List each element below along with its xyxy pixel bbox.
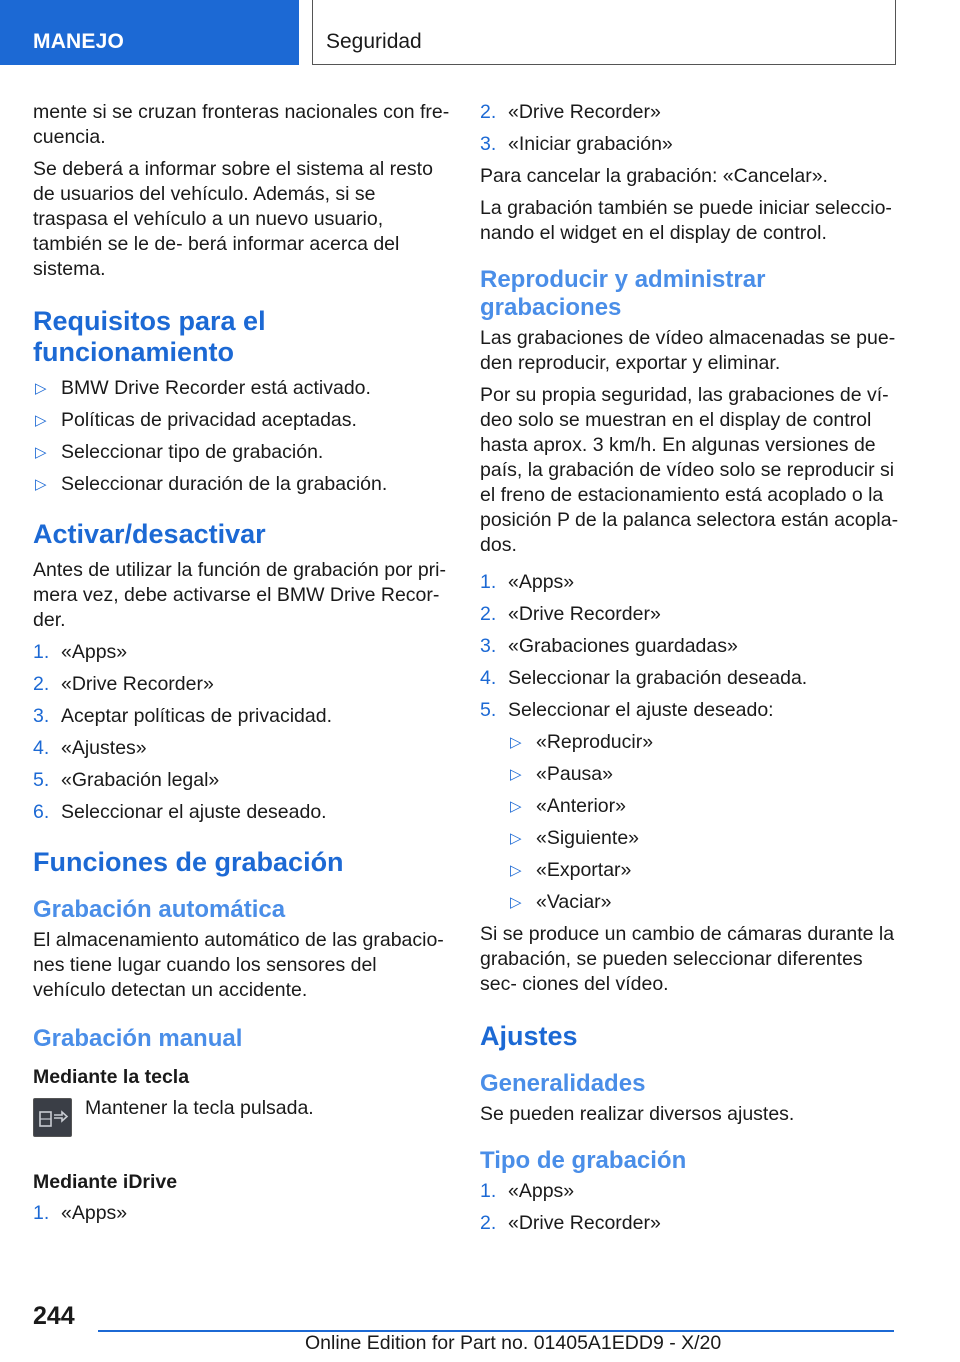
list-item: 2. «Drive Recorder» [480, 603, 661, 625]
paragraph: Si se produce un cambio de cámaras durante la grabación, se pueden seleccionar diferentes sec‐ ciones del vídeo. [480, 923, 895, 995]
paragraph: Antes de utilizar la función de grabación por pri‐ mera vez, debe activarse el BMW Drive Recor‐ der. [33, 559, 446, 631]
triangle-bullet-icon: ▷ [35, 476, 47, 493]
section-heading-requirements: Requisitos para el funcionamiento [33, 306, 266, 367]
triangle-bullet-icon: ▷ [510, 830, 522, 847]
list-item: 2. «Drive Recorder» [480, 101, 661, 123]
triangle-bullet-icon: ▷ [510, 734, 522, 751]
list-item: ▷ «Pausa» [510, 763, 613, 785]
list-item: 1. «Apps» [33, 641, 128, 663]
list-item: 4. «Ajustes» [33, 737, 147, 759]
paragraph: Se deberá a informar sobre el sistema al resto de usuarios del vehículo. Además, si se traspasa el vehículo a un nuevo usuario, también se le de‐ berá informar acerca del sistema. [33, 158, 433, 280]
section-heading-settings: Ajustes [480, 1021, 578, 1051]
paragraph: Las grabaciones de vídeo almacenadas se pue‐ den reproducir, exportar y eliminar. [480, 327, 896, 374]
left-column [33, 100, 453, 1233]
requirements-list [33, 376, 453, 497]
triangle-bullet-icon: ▷ [510, 894, 522, 911]
list-item: 6. Seleccionar el ajuste deseado. [33, 801, 327, 823]
list-item: ▷ BMW Drive Recorder está activado. [35, 377, 371, 399]
list-item: ▷ «Anterior» [510, 795, 626, 817]
subheading-manual: Grabación manual [33, 1025, 243, 1052]
triangle-bullet-icon: ▷ [35, 380, 47, 397]
list-item: ▷ Seleccionar duración de la grabación. [35, 473, 388, 495]
section-heading-functions: Funciones de grabación [33, 847, 344, 877]
edition-line: Online Edition for Part no. 01405A1EDD9 - X/20 [305, 1332, 722, 1354]
subheading-general: Generalidades [480, 1070, 646, 1097]
key-instruction [33, 1096, 453, 1154]
list-item: 2. «Drive Recorder» [33, 673, 214, 695]
paragraph: Por su propia seguridad, las grabaciones de ví‐ deo solo se muestran en el display de control hasta aprox. 3 km/h. En algunas versiones de país, la grabación de vídeo solo se reproducir si el freno de estacionamiento está acoplado o la posición P de la palanca selectora están acopla‐ dos. [480, 384, 899, 556]
list-item: ▷ Seleccionar tipo de grabación. [35, 441, 324, 463]
triangle-bullet-icon: ▷ [35, 444, 47, 461]
section-tab [0, 0, 299, 65]
page-number: 244 [33, 1302, 75, 1330]
list-item: 3. Aceptar políticas de privacidad. [33, 705, 332, 727]
paragraph: mente si se cruzan fronteras nacionales con fre‐ cuencia. [33, 101, 450, 148]
record-type-steps [480, 1179, 900, 1236]
list-item: ▷ Políticas de privacidad aceptadas. [35, 409, 357, 431]
playback-options [508, 730, 900, 915]
activate-steps [33, 640, 453, 825]
list-item: ▷ «Siguiente» [510, 827, 640, 849]
paragraph: Para cancelar la grabación: «Cancelar». [480, 165, 828, 187]
list-item: 3. «Grabaciones guardadas» [480, 635, 738, 657]
key-instruction-text: Mantener la tecla pulsada. [85, 1097, 314, 1119]
triangle-bullet-icon: ▷ [510, 798, 522, 815]
subheading-automatic: Grabación automática [33, 896, 286, 923]
paragraph: La grabación también se puede iniciar seleccio‐ nando el widget en el display de control. [480, 197, 892, 244]
minor-heading-idrive: Mediante iDrive [33, 1171, 178, 1193]
paragraph: El almacenamiento automático de las grabacio‐ nes tiene lugar cuando los sensores del vehículo detectan un accidente. [33, 929, 444, 1001]
triangle-bullet-icon: ▷ [510, 766, 522, 783]
list-item: 2. «Drive Recorder» [480, 1212, 661, 1234]
chapter-title-box [312, 0, 896, 65]
list-item: 1. «Apps» [480, 571, 575, 593]
list-item: 5. «Grabación legal» [33, 769, 220, 791]
list-item: 1. «Apps» [33, 1202, 128, 1224]
list-item: ▷ «Exportar» [510, 859, 632, 881]
triangle-bullet-icon: ▷ [510, 862, 522, 879]
list-item: 5. Seleccionar el ajuste deseado: [480, 699, 774, 721]
subheading-record-type: Tipo de grabación [480, 1147, 687, 1174]
list-item: 4. Seleccionar la grabación deseada. [480, 667, 808, 689]
subheading-playback: Reproducir y administrar grabaciones [480, 266, 766, 321]
playback-steps [480, 570, 900, 723]
list-item: ▷ «Reproducir» [510, 731, 654, 753]
idrive-steps [33, 1201, 453, 1226]
list-item: ▷ «Vaciar» [510, 891, 612, 913]
section-heading-activate: Activar/desactivar [33, 519, 266, 549]
triangle-bullet-icon: ▷ [35, 412, 47, 429]
list-item: 3. «Iniciar grabación» [480, 133, 673, 155]
right-column [480, 100, 900, 1243]
paragraph: Se pueden realizar diversos ajustes. [480, 1103, 795, 1125]
chapter-title: Seguridad [326, 30, 422, 53]
list-item: 1. «Apps» [480, 1180, 575, 1202]
idrive-steps-continued [480, 100, 900, 157]
minor-heading-key: Mediante la tecla [33, 1066, 190, 1088]
section-tab-label: MANEJO [33, 30, 125, 53]
camera-button-icon [33, 1098, 72, 1137]
